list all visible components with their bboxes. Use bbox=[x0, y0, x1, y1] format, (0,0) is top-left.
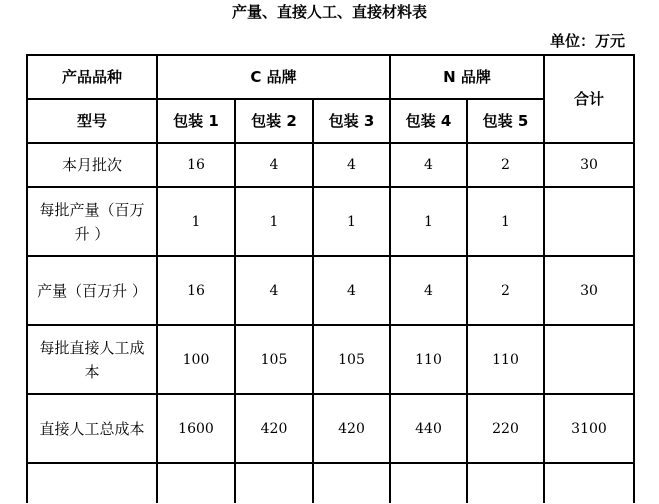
table-cell: 110 bbox=[467, 325, 544, 394]
table-row bbox=[27, 325, 634, 394]
header-package-3: 包装 3 bbox=[313, 99, 390, 143]
header-brand-c: C 品牌 bbox=[157, 55, 390, 99]
table-cell bbox=[467, 463, 544, 503]
table-cell bbox=[27, 463, 157, 503]
header-total: 合计 bbox=[544, 55, 634, 143]
header-row-1 bbox=[27, 55, 634, 99]
header-brand-n: N 品牌 bbox=[390, 55, 544, 99]
table-cell: 4 bbox=[235, 143, 313, 187]
table-cell: 1 bbox=[235, 187, 313, 256]
table-cell: 1 bbox=[390, 187, 467, 256]
total-cell bbox=[544, 325, 634, 394]
row-label: 产量（百万升 ） bbox=[27, 256, 157, 325]
table-cell: 105 bbox=[313, 325, 390, 394]
table-cell bbox=[390, 463, 467, 503]
table-cell bbox=[235, 463, 313, 503]
table-cell bbox=[313, 463, 390, 503]
row-label: 本月批次 bbox=[27, 143, 157, 187]
table-cell: 1 bbox=[157, 187, 235, 256]
header-model: 型号 bbox=[27, 99, 157, 143]
header-package-4: 包装 4 bbox=[390, 99, 467, 143]
table-cell: 1 bbox=[467, 187, 544, 256]
table-cell: 2 bbox=[467, 143, 544, 187]
table-row bbox=[27, 143, 634, 187]
table-cell: 16 bbox=[157, 256, 235, 325]
table-cell: 16 bbox=[157, 143, 235, 187]
total-cell: 30 bbox=[544, 143, 634, 187]
table-cell: 220 bbox=[467, 394, 544, 463]
table-row bbox=[27, 256, 634, 325]
production-table bbox=[26, 54, 635, 503]
table-cell: 440 bbox=[390, 394, 467, 463]
table-cell: 4 bbox=[313, 143, 390, 187]
header-package-5: 包装 5 bbox=[467, 99, 544, 143]
row-label: 每批直接人工成本 bbox=[27, 325, 157, 394]
table-cell: 4 bbox=[390, 143, 467, 187]
table-cell: 1600 bbox=[157, 394, 235, 463]
table-cell: 4 bbox=[390, 256, 467, 325]
table-cell bbox=[544, 463, 634, 503]
table-cell: 420 bbox=[313, 394, 390, 463]
header-package-1: 包装 1 bbox=[157, 99, 235, 143]
table-cell: 100 bbox=[157, 325, 235, 394]
table-cell: 1 bbox=[313, 187, 390, 256]
total-cell: 30 bbox=[544, 256, 634, 325]
header-package-2: 包装 2 bbox=[235, 99, 313, 143]
header-product-variety: 产品品种 bbox=[27, 55, 157, 99]
unit-label: 单位：万元 bbox=[549, 32, 625, 50]
row-label: 每批产量（百万升 ） bbox=[27, 187, 157, 256]
total-cell bbox=[544, 187, 634, 256]
table-title: 产量、直接人工、直接材料表 bbox=[231, 3, 427, 21]
table-row bbox=[27, 394, 634, 463]
table-cell: 4 bbox=[235, 256, 313, 325]
table-cell: 110 bbox=[390, 325, 467, 394]
total-cell: 3100 bbox=[544, 394, 634, 463]
table-cell: 105 bbox=[235, 325, 313, 394]
table-row bbox=[27, 187, 634, 256]
row-label: 直接人工总成本 bbox=[27, 394, 157, 463]
table-row-empty bbox=[27, 463, 634, 503]
table-cell: 420 bbox=[235, 394, 313, 463]
table-cell: 4 bbox=[313, 256, 390, 325]
header-row-2 bbox=[27, 99, 634, 143]
table-cell bbox=[157, 463, 235, 503]
table-cell: 2 bbox=[467, 256, 544, 325]
